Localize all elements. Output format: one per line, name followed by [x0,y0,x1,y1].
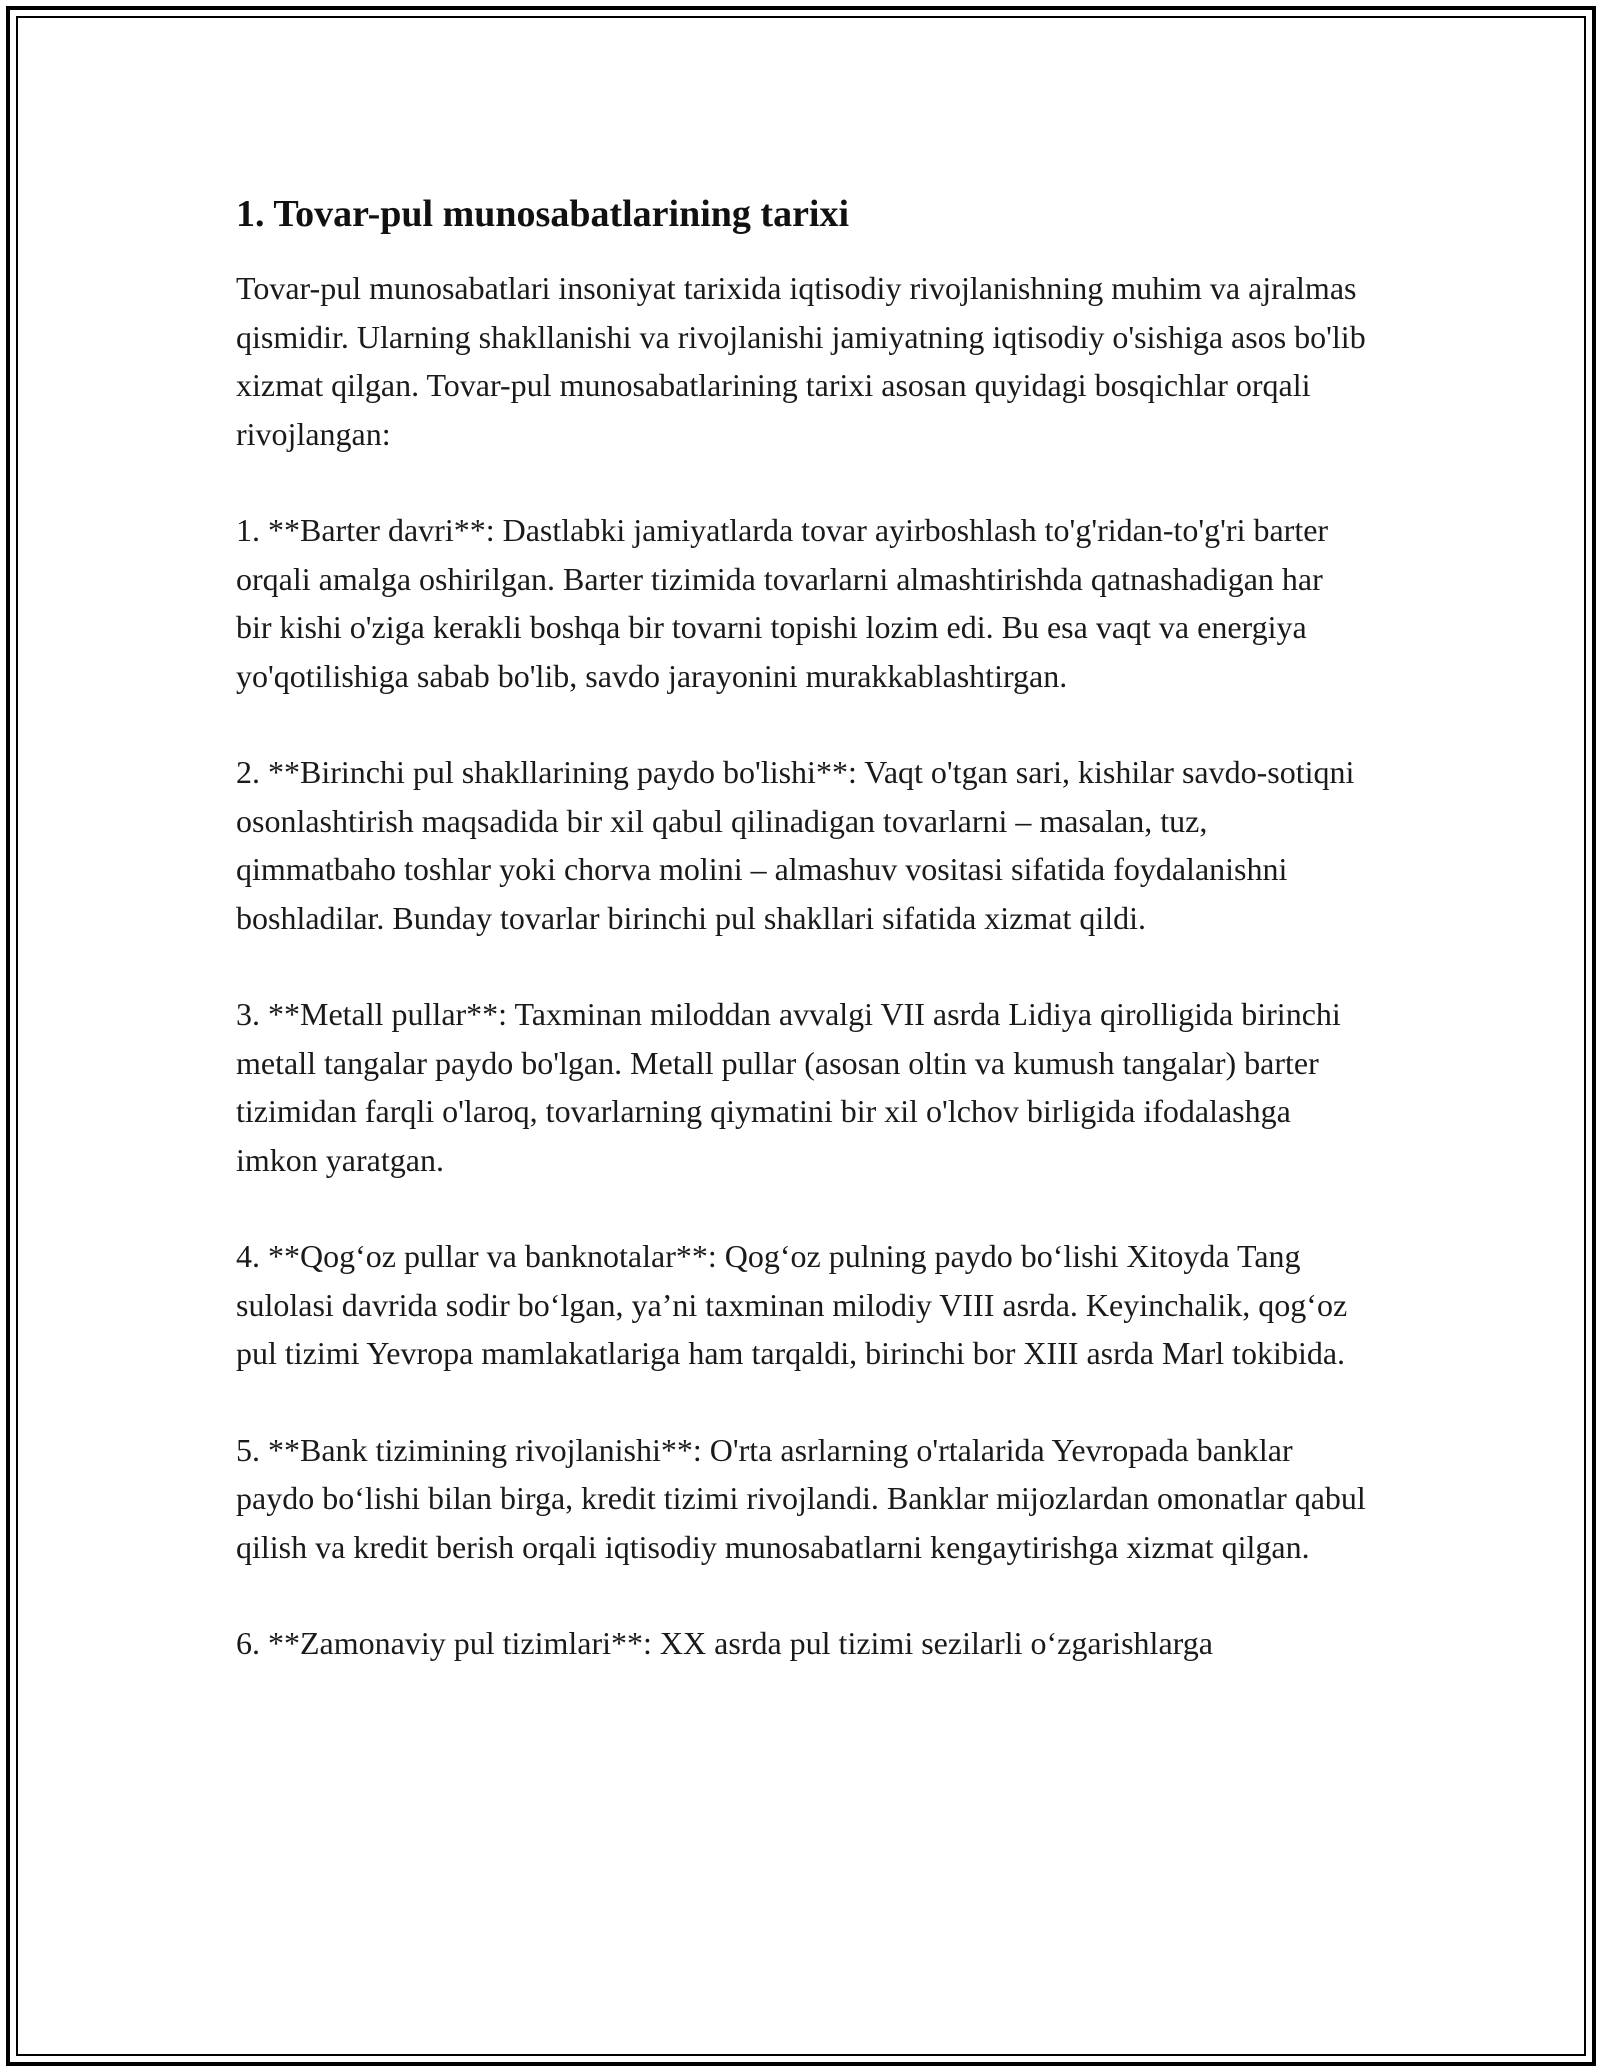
section-heading: 1. Tovar-pul munosabatlarining tarixi [236,193,850,235]
paragraph-first-money: 2. **Birinchi pul shakllarining paydo bo'lishi**: Vaqt o'tgan sari, kishilar savdo-sotiqni osonlashtirish maqsadida bir xil qabul qilinadigan tovarlarni – masalan, tuz, qimmatbaho toshlar yoki chorva molini – almashuv vositasi sifatida foydalanishni boshladilar. Bunday tovarlar birinchi pul shakllari sifatida xizmat qildi. [236,754,1355,936]
paragraph-barter: 1. **Barter davri**: Dastlabki jamiyatlarda tovar ayirboshlash to'g'ridan-to'g'ri barter orqali amalga oshirilgan. Barter tizimida tovarlarni almashtirishda qatnashadigan har bir kishi o'ziga kerakli boshqa bir tovarni topishi lozim edi. Bu esa vaqt va energiya yo'qotilishiga sabab bo'lib, savdo jarayonini murakkablashtirgan. [236,512,1329,694]
document-body [236,186,1366,1716]
paragraph-paper-money: 4. **Qog‘oz pullar va banknotalar**: Qog‘oz pulning paydo bo‘lishi Xitoyda Tang sulolasi davrida sodir bo‘lgan, ya’ni taxminan milodiy VIII asrda. Keyinchalik, qog‘oz pul tizimi Yevropa mamlakatlariga ham tarqaldi, birinchi bor XIII asrda Marl tokibida. [236,1238,1348,1371]
paragraph-modern-money: 6. **Zamonaviy pul tizimlari**: XX asrda pul tizimi sezilarli o‘zgarishlarga [236,1625,1213,1661]
paragraph-banking: 5. **Bank tizimining rivojlanishi**: O'rta asrlarning o'rtalarida Yevropada banklar paydo bo‘lishi bilan birga, kredit tizimi rivojlandi. Banklar mijozlardan omonatlar qabul qilish va kredit berish orqali iqtisodiy munosabatlarni kengaytirishga xizmat qilgan. [236,1431,1366,1565]
paragraph-metal-money: 3. **Metall pullar**: Taxminan miloddan avvalgi VII asrda Lidiya qirolligida birinchi metall tangalar paydo bo'lgan. Metall pullar (asosan oltin va kumush tangalar) barter tizimidan farqli o'laroq, tovarlarning qiymatini bir xil o'lchov birligida ifodalashga imkon yaratgan. [236,996,1341,1178]
intro-paragraph: Tovar-pul munosabatlari insoniyat tarixida iqtisodiy rivojlanishning muhim va ajralmas qismidir. Ularning shakllanishi va rivojlanishi jamiyatning iqtisodiy o'sishiga asos bo'lib xizmat qilgan. Tovar-pul munosabatlarining tarixi asosan quyidagi bosqichlar orqali rivojlangan: [236,270,1366,452]
